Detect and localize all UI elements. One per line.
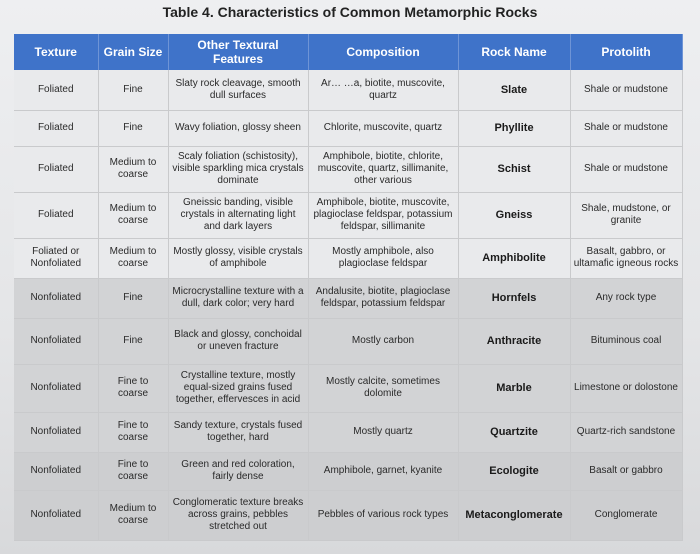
cell-composition: Andalusite, biotite, plagioclase feldspar, potassium feldspar xyxy=(308,278,458,318)
cell-rock-name: Hornfels xyxy=(458,278,570,318)
table-row xyxy=(14,318,682,364)
cell-composition: Chlorite, muscovite, quartz xyxy=(308,110,458,146)
cell-texture: Foliated xyxy=(14,70,98,110)
cell-composition: Mostly amphibole, also plagioclase feldspar xyxy=(308,238,458,278)
table-row xyxy=(14,70,682,110)
cell-rock-name: Ecologite xyxy=(458,452,570,490)
cell-texture: Foliated xyxy=(14,110,98,146)
cell-rock-name: Gneiss xyxy=(458,192,570,238)
header-rock-name: Rock Name xyxy=(458,34,570,70)
cell-grain: Fine xyxy=(98,278,168,318)
cell-protolith: Conglomerate xyxy=(570,490,682,540)
metamorphic-rocks-table xyxy=(14,34,683,541)
cell-texture: Nonfoliated xyxy=(14,490,98,540)
header-protolith: Protolith xyxy=(570,34,682,70)
cell-texture: Foliated xyxy=(14,192,98,238)
cell-rock-name: Amphibolite xyxy=(458,238,570,278)
cell-grain: Fine xyxy=(98,110,168,146)
cell-composition: Pebbles of various rock types xyxy=(308,490,458,540)
cell-features: Gneissic banding, visible crystals in alternating light and dark layers xyxy=(168,192,308,238)
cell-rock-name: Quartzite xyxy=(458,412,570,452)
table-title: Table 4. Characteristics of Common Metamorphic Rocks xyxy=(162,4,538,20)
cell-composition: Mostly quartz xyxy=(308,412,458,452)
cell-features: Crystalline texture, mostly equal-sized grains fused together, effervesces in acid xyxy=(168,364,308,412)
cell-composition: Mostly carbon xyxy=(308,318,458,364)
cell-protolith: Bituminous coal xyxy=(570,318,682,364)
cell-protolith: Limestone or dolostone xyxy=(570,364,682,412)
cell-grain: Fine to coarse xyxy=(98,364,168,412)
cell-composition: Amphibole, biotite, chlorite, muscovite, quartz, sillimanite, other various xyxy=(308,146,458,192)
cell-features: Slaty rock cleavage, smooth dull surfaces xyxy=(168,70,308,110)
cell-texture: Nonfoliated xyxy=(14,364,98,412)
cell-texture: Nonfoliated xyxy=(14,412,98,452)
cell-protolith: Shale or mudstone xyxy=(570,70,682,110)
cell-composition: Ar… …a, biotite, muscovite, quartz xyxy=(308,70,458,110)
table-row xyxy=(14,238,682,278)
cell-texture: Nonfoliated xyxy=(14,452,98,490)
cell-rock-name: Schist xyxy=(458,146,570,192)
cell-grain: Medium to coarse xyxy=(98,146,168,192)
cell-rock-name: Slate xyxy=(458,70,570,110)
cell-rock-name: Marble xyxy=(458,364,570,412)
table-row xyxy=(14,278,682,318)
cell-grain: Fine to coarse xyxy=(98,412,168,452)
cell-texture: Nonfoliated xyxy=(14,318,98,364)
cell-grain: Fine xyxy=(98,70,168,110)
header-composition: Composition xyxy=(308,34,458,70)
cell-features: Conglomeratic texture breaks across grains, pebbles stretched out xyxy=(168,490,308,540)
table-row xyxy=(14,452,682,490)
cell-protolith: Shale or mudstone xyxy=(570,146,682,192)
header-row xyxy=(14,34,682,70)
cell-grain: Medium to coarse xyxy=(98,490,168,540)
table-row xyxy=(14,192,682,238)
cell-rock-name: Anthracite xyxy=(458,318,570,364)
cell-features: Wavy foliation, glossy sheen xyxy=(168,110,308,146)
table-row xyxy=(14,146,682,192)
header-grain-size: Grain Size xyxy=(98,34,168,70)
cell-protolith: Any rock type xyxy=(570,278,682,318)
cell-texture: Nonfoliated xyxy=(14,278,98,318)
cell-protolith: Quartz-rich sandstone xyxy=(570,412,682,452)
table-row xyxy=(14,490,682,540)
cell-rock-name: Phyllite xyxy=(458,110,570,146)
table-row xyxy=(14,364,682,412)
cell-protolith: Basalt or gabbro xyxy=(570,452,682,490)
cell-features: Sandy texture, crystals fused together, hard xyxy=(168,412,308,452)
cell-grain: Medium to coarse xyxy=(98,238,168,278)
table-row xyxy=(14,412,682,452)
cell-rock-name: Metaconglomerate xyxy=(458,490,570,540)
header-texture: Texture xyxy=(14,34,98,70)
cell-grain: Fine xyxy=(98,318,168,364)
table-row xyxy=(14,110,682,146)
cell-composition: Mostly calcite, sometimes dolomite xyxy=(308,364,458,412)
cell-protolith: Shale or mudstone xyxy=(570,110,682,146)
cell-features: Scaly foliation (schistosity), visible sparkling mica crystals dominate xyxy=(168,146,308,192)
header-other-features: Other Textural Features xyxy=(168,34,308,70)
cell-features: Microcrystalline texture with a dull, dark color; very hard xyxy=(168,278,308,318)
cell-protolith: Shale, mudstone, or granite xyxy=(570,192,682,238)
cell-composition: Amphibole, garnet, kyanite xyxy=(308,452,458,490)
cell-grain: Fine to coarse xyxy=(98,452,168,490)
cell-texture: Foliated or Nonfoliated xyxy=(14,238,98,278)
cell-grain: Medium to coarse xyxy=(98,192,168,238)
cell-composition: Amphibole, biotite, muscovite, plagioclase feldspar, potassium feldspar, sillimanite xyxy=(308,192,458,238)
cell-features: Green and red coloration, fairly dense xyxy=(168,452,308,490)
cell-texture: Foliated xyxy=(14,146,98,192)
cell-features: Mostly glossy, visible crystals of amphibole xyxy=(168,238,308,278)
cell-features: Black and glossy, conchoidal or uneven fracture xyxy=(168,318,308,364)
cell-protolith: Basalt, gabbro, or ultamafic igneous rocks xyxy=(570,238,682,278)
